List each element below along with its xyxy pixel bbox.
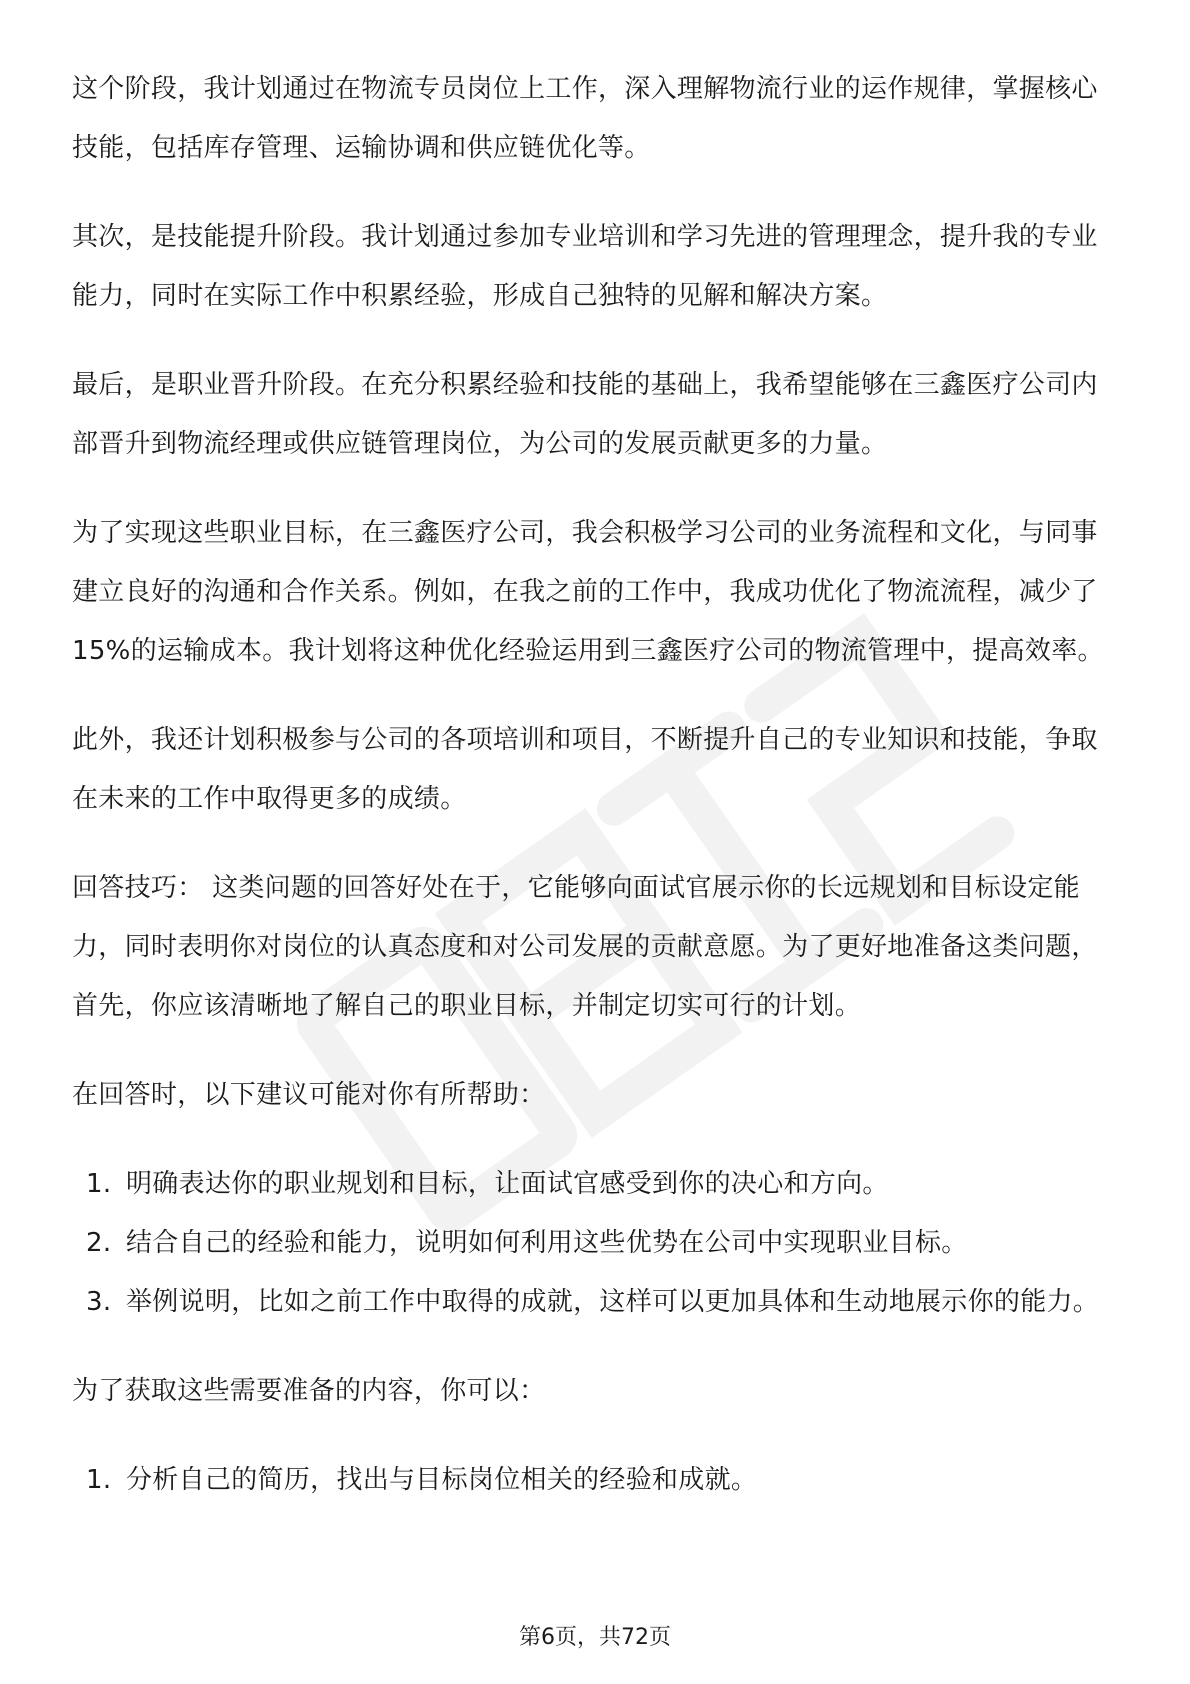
list-text: 结合自己的经验和能力，说明如何利用这些优势在公司中实现职业目标。 bbox=[126, 1228, 968, 1258]
list-item bbox=[72, 1451, 1118, 1510]
list-number: 2. bbox=[86, 1228, 112, 1258]
list-item bbox=[72, 1214, 1118, 1273]
list-text: 举例说明，比如之前工作中取得的成就，这样可以更加具体和生动地展示你的能力。 bbox=[126, 1287, 1100, 1317]
list-item bbox=[72, 1155, 1118, 1214]
paragraph: 回答技巧： 这类问题的回答好处在于，它能够向面试官展示你的长远规划和目标设定能力，同时表明你对岗位的认真态度和对公司发展的贡献意愿。为了更好地准备这类问题，首先，你应该清晰地了解自己的职业目标，并制定切实可行的计划。 bbox=[72, 873, 1098, 1021]
paragraph: 这个阶段，我计划通过在物流专员岗位上工作，深入理解物流行业的运作规律，掌握核心技能，包括库存管理、运输协调和供应链优化等。 bbox=[72, 74, 1098, 163]
advice-list bbox=[72, 1155, 1118, 1332]
paragraph: 为了获取这些需要准备的内容，你可以： bbox=[72, 1376, 546, 1406]
list-text: 明确表达你的职业规划和目标，让面试官感受到你的决心和方向。 bbox=[126, 1169, 889, 1199]
list-number: 3. bbox=[86, 1287, 112, 1317]
preparation-list bbox=[72, 1451, 1118, 1510]
list-number: 1. bbox=[86, 1169, 112, 1199]
paragraph: 在回答时，以下建议可能对你有所帮助： bbox=[72, 1080, 546, 1110]
paragraph: 其次，是技能提升阶段。我计划通过参加专业培训和学习先进的管理理念，提升我的专业能力，同时在实际工作中积累经验，形成自己独特的见解和解决方案。 bbox=[72, 222, 1098, 311]
paragraph: 最后，是职业晋升阶段。在充分积累经验和技能的基础上，我希望能够在三鑫医疗公司内部晋升到物流经理或供应链管理岗位，为公司的发展贡献更多的力量。 bbox=[72, 370, 1098, 459]
list-number: 1. bbox=[86, 1465, 112, 1495]
list-text: 分析自己的简历，找出与目标岗位相关的经验和成就。 bbox=[126, 1465, 758, 1495]
list-item bbox=[72, 1273, 1118, 1332]
paragraph: 此外，我还计划积极参与公司的各项培训和项目，不断提升自己的专业知识和技能，争取在未来的工作中取得更多的成绩。 bbox=[72, 725, 1098, 814]
page-number-footer: 第6页，共72页 bbox=[519, 1625, 671, 1650]
document-body bbox=[72, 60, 1118, 1540]
paragraph: 为了实现这些职业目标，在三鑫医疗公司，我会积极学习公司的业务流程和文化，与同事建立良好的沟通和合作关系。例如，在我之前的工作中，我成功优化了物流流程，减少了15%的运输成本。我计划将这种优化经验运用到三鑫医疗公司的物流管理中，提高效率。 bbox=[72, 518, 1104, 666]
